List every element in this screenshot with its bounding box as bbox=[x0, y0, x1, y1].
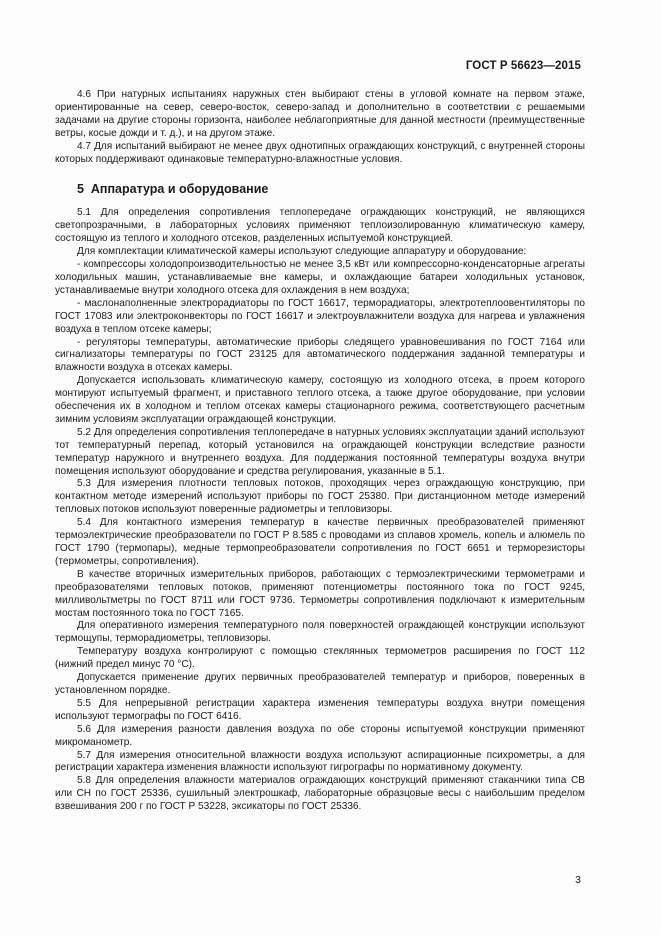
paragraph-5-1: 5.1 Для определения сопротивления теплопередаче ограждающих конструкций, не являющихся светопрозрачными, в лабораторных условиях применяют теплоизолированную климатическую камеру, состоящую из теплого и холодного отсеков, разделенных испытуемой конструкцией. bbox=[55, 207, 585, 245]
paragraph-5-4: 5.4 Для контактного измерения температур в качестве первичных преобразователей применяют термоэлектрические преобразователи по ГОСТ Р 8.585 с проводами из сплавов хромель, копель и алюмель по ГОСТ 1790 (термопары), медные термопреобразователи сопротивления по ГОСТ 6651 и терморезисторы (термометры, сопротивления). bbox=[55, 517, 585, 567]
list-item-regulators: - регуляторы температуры, автоматические приборы следящего уравновешивания по ГОСТ 7164 или сигнализаторы температуры по ГОСТ 23125 для автоматического поддержания заданной температуры и влажности воздуха в отсеках камеры. bbox=[55, 336, 585, 374]
paragraph-temperature-field: Для оперативного измерения температурного поля поверхностей ограждающей конструкции используют термощупы, терморадиометры, тепловизоры. bbox=[55, 620, 585, 645]
section-heading bbox=[55, 181, 585, 197]
section-number: 5 bbox=[77, 182, 84, 197]
paragraph-5-3: 5.3 Для измерения плотности тепловых потоков, проходящих через ограждающую конструкцию, при контактном методе измерений используют приборы по ГОСТ 25380. При дистанционном методе измерений тепловых потоков используют поверенные радиометры и тепловизоры. bbox=[55, 478, 585, 516]
paragraph-chamber-alternative: Допускается использовать климатическую камеру, состоящую из холодного отсека, в проем которого монтируют испытуемый фрагмент, и приставного теплого отсека, а также другое оборудование, при условии обеспечения их в холодном и теплом отсеках камеры стационарного режима, соответствующего расчетным зимним условиям эксплуатации ограждающей конструкции. bbox=[55, 375, 585, 425]
paragraph-secondary-instruments: В качестве вторичных измерительных приборов, работающих с термоэлектрическими термометрами и преобразователями тепловых потоков, применяют потенциометры постоянного тока по ГОСТ 9245, милливольтметры по ГОСТ 8711 или ГОСТ 9736. Термометры сопротивления подключают к измерительным мостам постоянного тока по ГОСТ 7165. bbox=[55, 568, 585, 619]
paragraph-4-7: 4.7 Для испытаний выбирают не менее двух однотипных ограждающих конструкций, с внутренней стороны которых поддерживают одинаковые температурно-влажностные условия. bbox=[55, 140, 585, 165]
page-number: 3 bbox=[575, 874, 581, 886]
list-item-compressors: - компрессоры холодопроизводительностью не менее 3,5 кВт или компрессорно-конденсаторные агрегаты холодильных машин, устанавливаемые вне камеры, и охлаждающие батареи холодильных установок, устанавливаемые внутри холодного отсека для охлаждения в нем воздуха; bbox=[55, 259, 585, 296]
paragraph-5-2: 5.2 Для определения сопротивления теплопередаче в натурных условиях эксплуатации зданий используют тот температурный перепад, который установился на ограждающей конструкции вследствие разности температур наружного и внутреннего воздуха. Для поддержания постоянной температуры воздуха внутри помещения используют оборудование и средства регулирования, указанные в 5.1. bbox=[55, 426, 585, 477]
paragraph-5-7: 5.7 Для измерения относительной влажности воздуха используют аспирационные психрометры, а для регистрации характера изменения влажности используют гигрографы по нормативному документу. bbox=[55, 749, 585, 774]
document-code-header: ГОСТ Р 56623—2015 bbox=[465, 60, 581, 72]
paragraph-equipment-intro: Для комплектации климатической камеры используют следующие аппаратуру и оборудование: bbox=[77, 246, 527, 258]
paragraph-other-converters: Допускается применение других первичных преобразователей температур и приборов, поверенных в установленном порядке. bbox=[55, 672, 585, 696]
paragraph-air-temperature: Температуру воздуха контролируют с помощью стеклянных термометров расширения по ГОСТ 112 (нижний предел минус 70 °С). bbox=[55, 646, 585, 671]
paragraph-4-6: 4.6 При натурных испытаниях наружных стен выбирают стены в угловой комнате на первом этаже, ориентированные на север, северо-восток, северо-запад и дополнительно в соответствии с решаемыми задачами на другие стороны горизонта, наиболее неблагоприятные для данной местности (преимущественные ветры, косые дожди и т. д.), и на другом этаже. bbox=[55, 89, 585, 139]
paragraph-5-8: 5.8 Для определения влажности материалов ограждающих конструкций применяют стаканчики типа СВ или СН по ГОСТ 25336, сушильный электрошкаф, лабораторные образцовые весы с наибольшим пределом взвешивания 200 г по ГОСТ Р 53228, эксикаторы по ГОСТ 25336. bbox=[55, 775, 585, 813]
section-title: Аппаратура и оборудование bbox=[90, 182, 269, 197]
paragraph-5-6: 5.6 Для измерения разности давления воздуха по обе стороны испытуемой конструкции применяют микроманометр. bbox=[55, 723, 585, 748]
document-body bbox=[55, 89, 585, 814]
list-item-radiators: - маслонаполненные электрорадиаторы по ГОСТ 16617, терморадиаторы, электротеплоовентиляторы по ГОСТ 17083 или электроконвекторы по ГОСТ 16617 и электроувлажнители воздуха для нагрева и увлажнения воздуха в теплом отсеке камеры; bbox=[55, 297, 585, 335]
paragraph-5-5: 5.5 Для непрерывной регистрации характера изменения температуры воздуха внутри помещения используют термографы по ГОСТ 6416. bbox=[55, 697, 585, 722]
